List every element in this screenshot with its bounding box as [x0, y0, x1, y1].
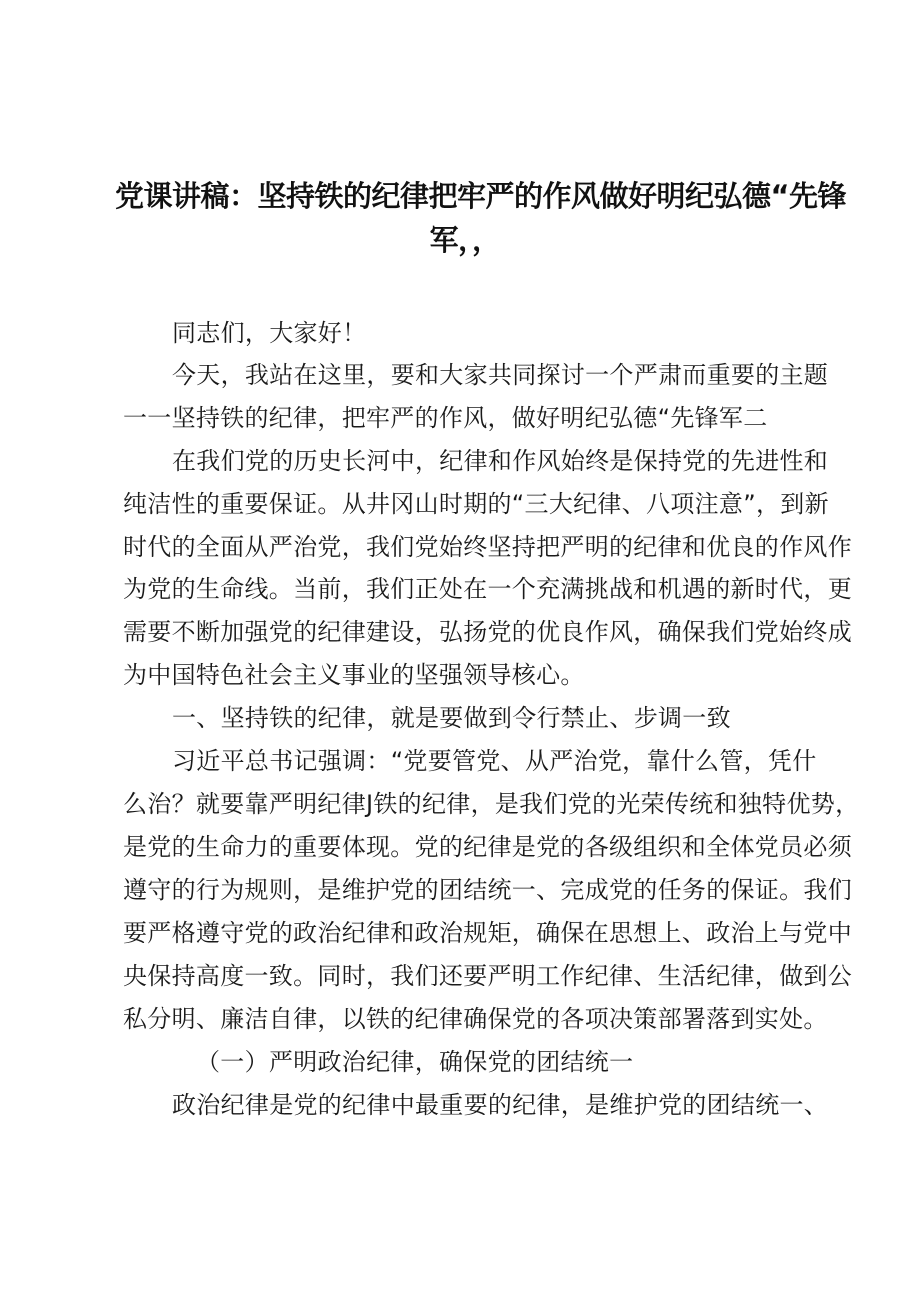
body-line: 为中国特色社会主义事业的坚强领导核心。 — [123, 661, 585, 689]
body-line: 要严格遵守党的政治纪律和政治规矩，确保在思想上、政治上与党中 — [123, 919, 852, 947]
body-line: 央保持高度一致。同时，我们还要严明工作纪律、生活纪律，做到公 — [123, 962, 852, 990]
body-line: 需要不断加强党的纪律建设，弘扬党的优良作风，确保我们党始终成 — [123, 618, 852, 646]
body-line: 时代的全面从严治党，我们党始终坚持把严明的纪律和优良的作风作 — [123, 533, 852, 561]
body-line: 在我们党的历史长河中，纪律和作风始终是保持党的先进性和 — [172, 447, 829, 475]
subsection-heading: （一）严明政治纪律，确保党的团结统一 — [196, 1048, 634, 1076]
body-line: 今天，我站在这里，要和大家共同探讨一个严肃而重要的主题 — [172, 361, 829, 389]
body-line: 是党的生命力的重要体现。党的纪律是党的各级组织和全体党员必须 — [123, 833, 852, 861]
body-line: 为党的生命线。当前，我们正处在一个充满挑战和机遇的新时代，更 — [123, 575, 852, 603]
body-line: 纯洁性的重要保证。从井冈山时期的“三大纪律、八项注意”，到新 — [123, 490, 829, 518]
body-line: 么治？就要靠严明纪律J铁的纪律，是我们党的光荣传统和独特优势， — [123, 790, 860, 818]
section-heading: 一、坚持铁的纪律，就是要做到令行禁止、步调一致 — [172, 704, 731, 732]
body-line: 遵守的行为规则，是维护党的团结统一、完成党的任务的保证。我们 — [123, 876, 852, 904]
document-title-line-1: 党课讲稿：坚持铁的纪律把牢严的作风做好明纪弘德“先锋 — [115, 179, 847, 213]
document-title-line-2: 军，， — [429, 223, 501, 257]
body-line: 政治纪律是党的纪律中最重要的纪律，是维护党的团结统一、 — [172, 1091, 829, 1119]
body-line: 一一坚持铁的纪律，把牢严的作风，做好明纪弘德“先锋军二 — [123, 404, 768, 432]
body-line: 习近平总书记强调：“党要管党、从严治党，靠什么管，凭什 — [172, 747, 817, 775]
greeting-line: 同志们，大家好！ — [172, 319, 367, 347]
body-line: 私分明、廉洁自律，以铁的纪律确保党的各项决策部署落到实处。 — [123, 1005, 828, 1033]
